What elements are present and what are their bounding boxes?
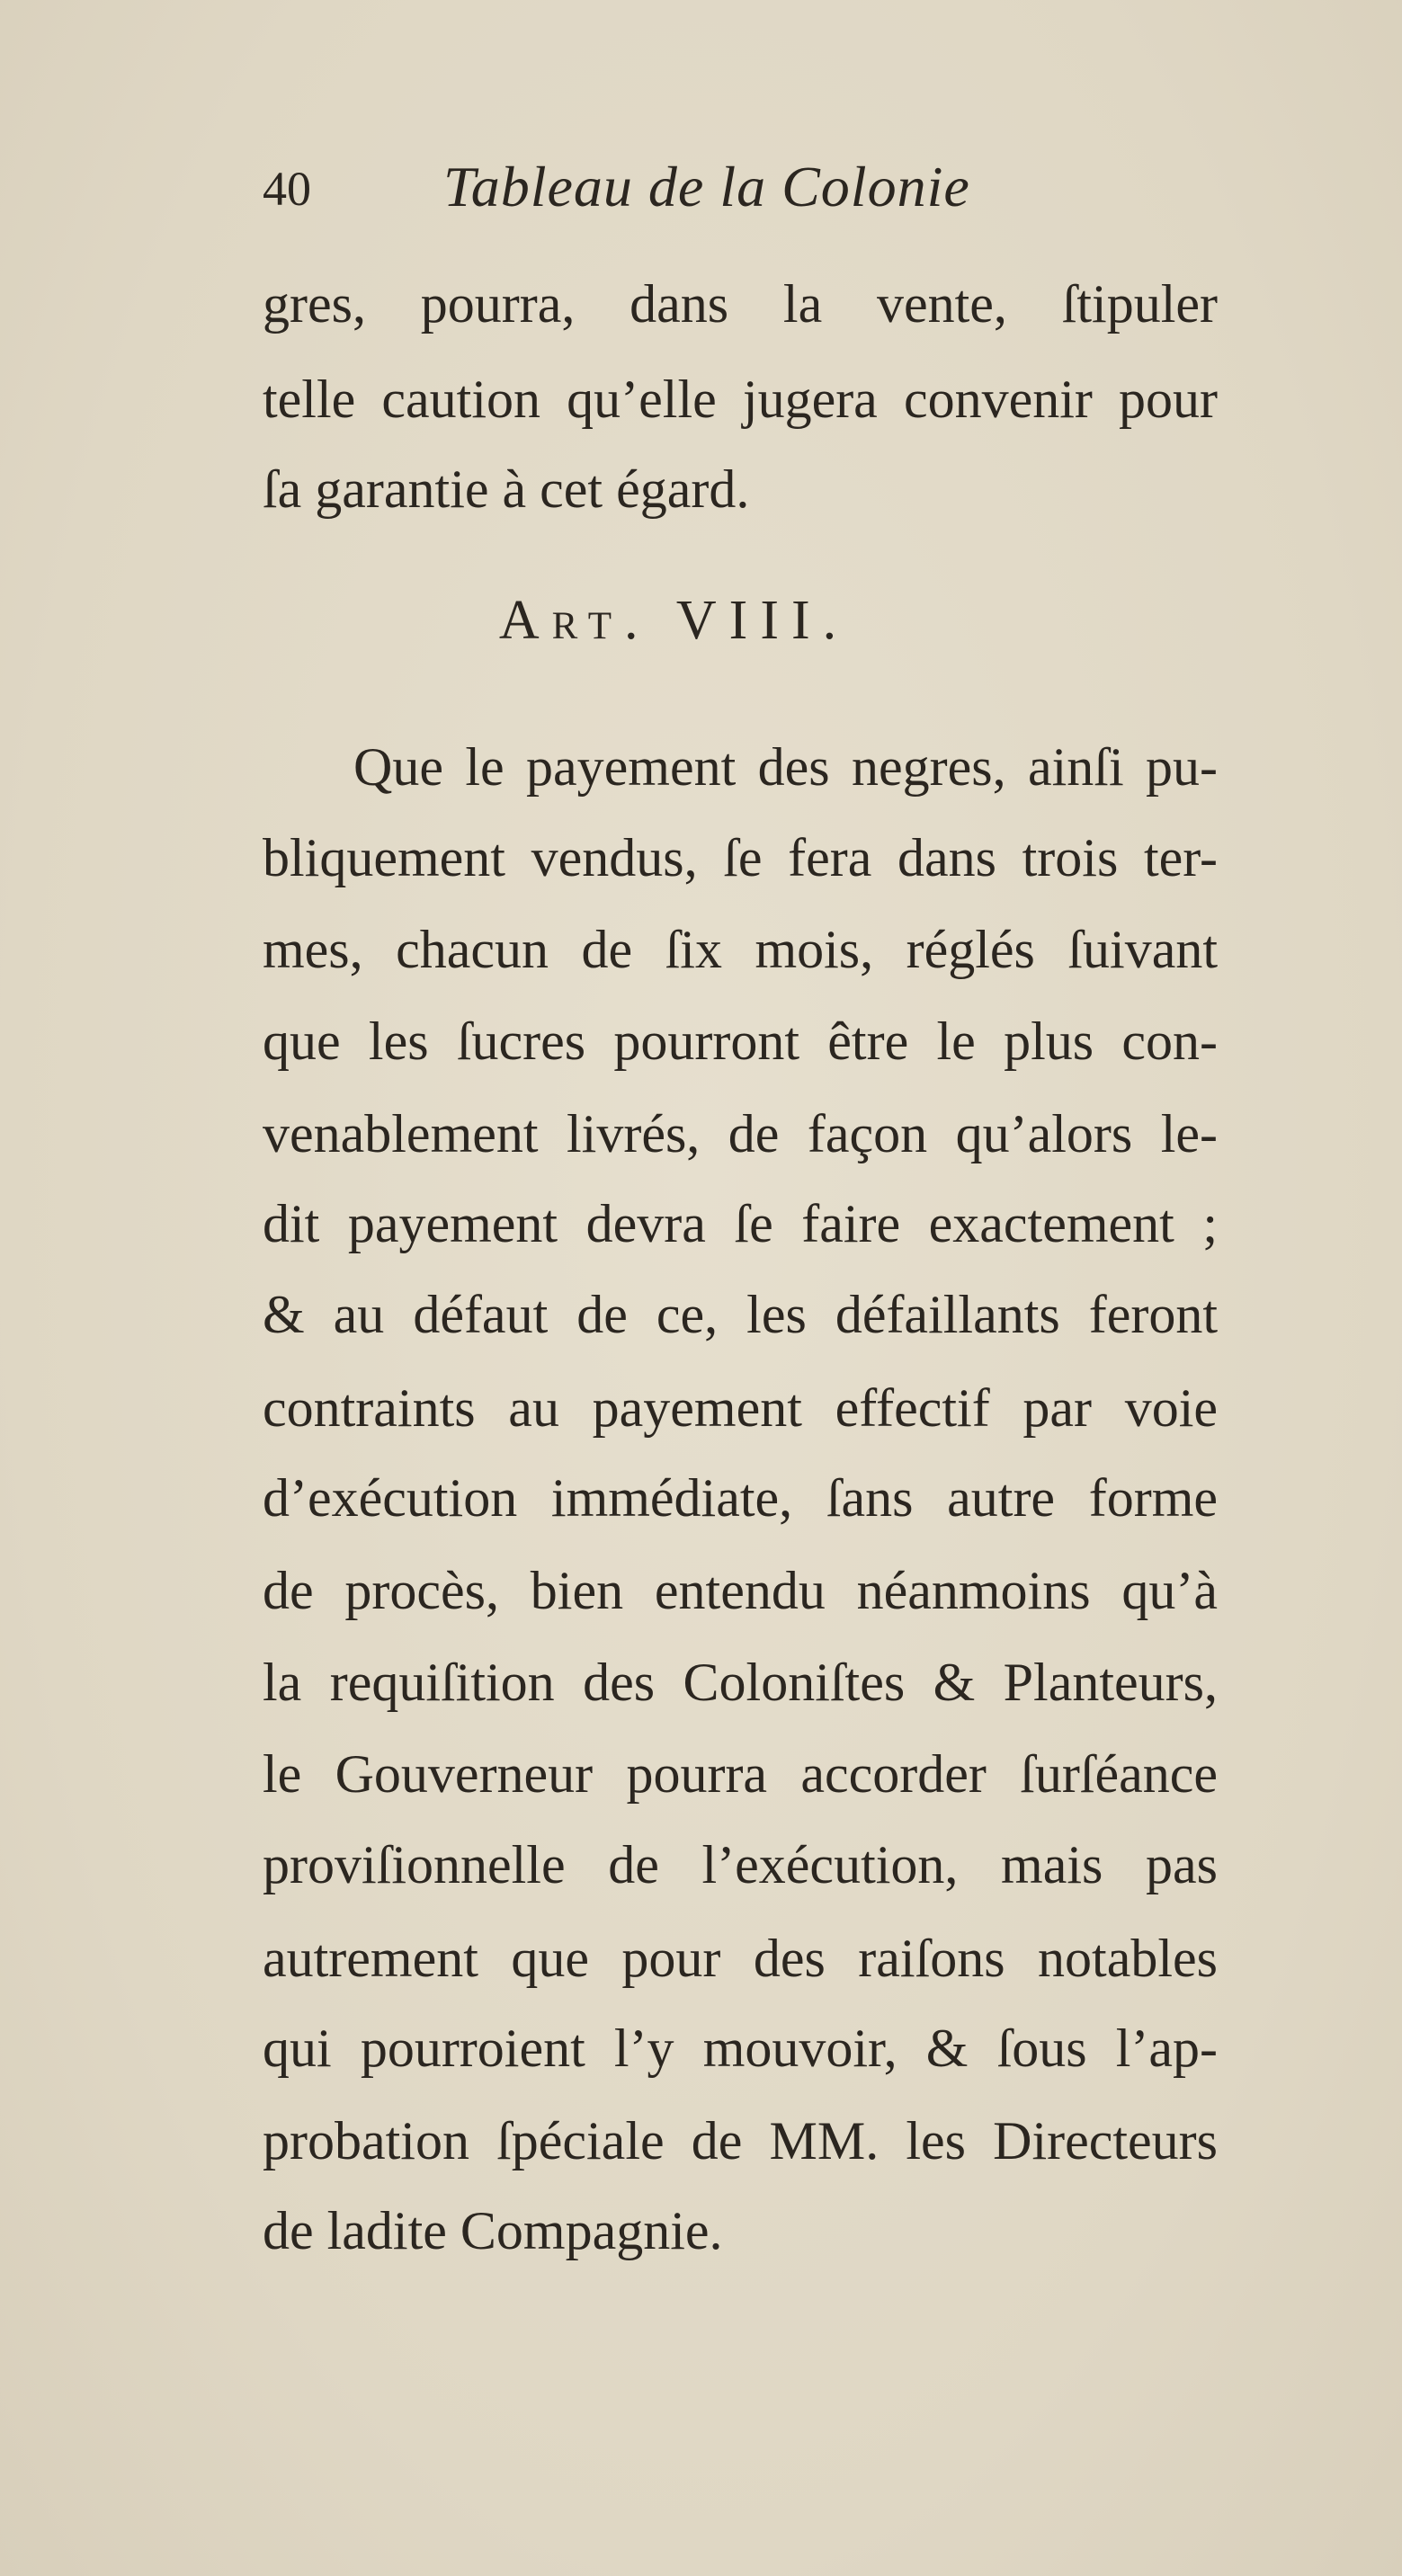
text-line: mes, chacun de ſix mois, réglés ſuivant <box>263 920 1218 979</box>
text-line: venablement livrés, de façon qu’alors le- <box>263 1104 1218 1163</box>
text-line: ſa garantie à cet égard. <box>263 459 750 519</box>
text-line: autrement que pour des raiſons notables <box>263 1929 1218 1988</box>
text-line: qui pourroient l’y mouvoir, & ſous l’ap- <box>263 2019 1218 2078</box>
text-line: Que le payement des negres, ainſi pu- <box>353 737 1218 797</box>
text-line: telle caution qu’elle jugera convenir pour <box>263 370 1218 429</box>
page-number: 40 <box>263 162 311 216</box>
text-line: que les ſucres pourront être le plus con- <box>263 1012 1218 1071</box>
running-title: Tableau de la Colonie <box>443 155 970 218</box>
text-line: bliquement vendus, ſe fera dans trois ter- <box>263 828 1218 887</box>
text-line: probation ſpéciale de MM. les Directeurs <box>263 2111 1218 2170</box>
text-line: de procès, bien entendu néanmoins qu’à <box>263 1561 1218 1620</box>
text-line: contraints au payement effectif par voie <box>263 1378 1218 1438</box>
text-line: de ladite Compagnie. <box>263 2201 723 2260</box>
article-heading: Art. VIII. <box>498 590 850 651</box>
text-line: proviſionnelle de l’exécution, mais pas <box>263 1835 1218 1894</box>
text-line: dit payement devra ſe faire exactement ; <box>263 1194 1218 1253</box>
text-line: & au défaut de ce, les défaillants feront <box>263 1285 1218 1344</box>
text-line: le Gouverneur pourra accorder ſurſéance <box>263 1744 1218 1804</box>
text-line: d’exécution immédiate, ſans autre forme <box>263 1468 1218 1528</box>
text-line: gres, pourra, dans la vente, ſtipuler <box>263 274 1218 334</box>
text-line: la requiſition des Coloniſtes & Planteurs, <box>263 1653 1218 1712</box>
